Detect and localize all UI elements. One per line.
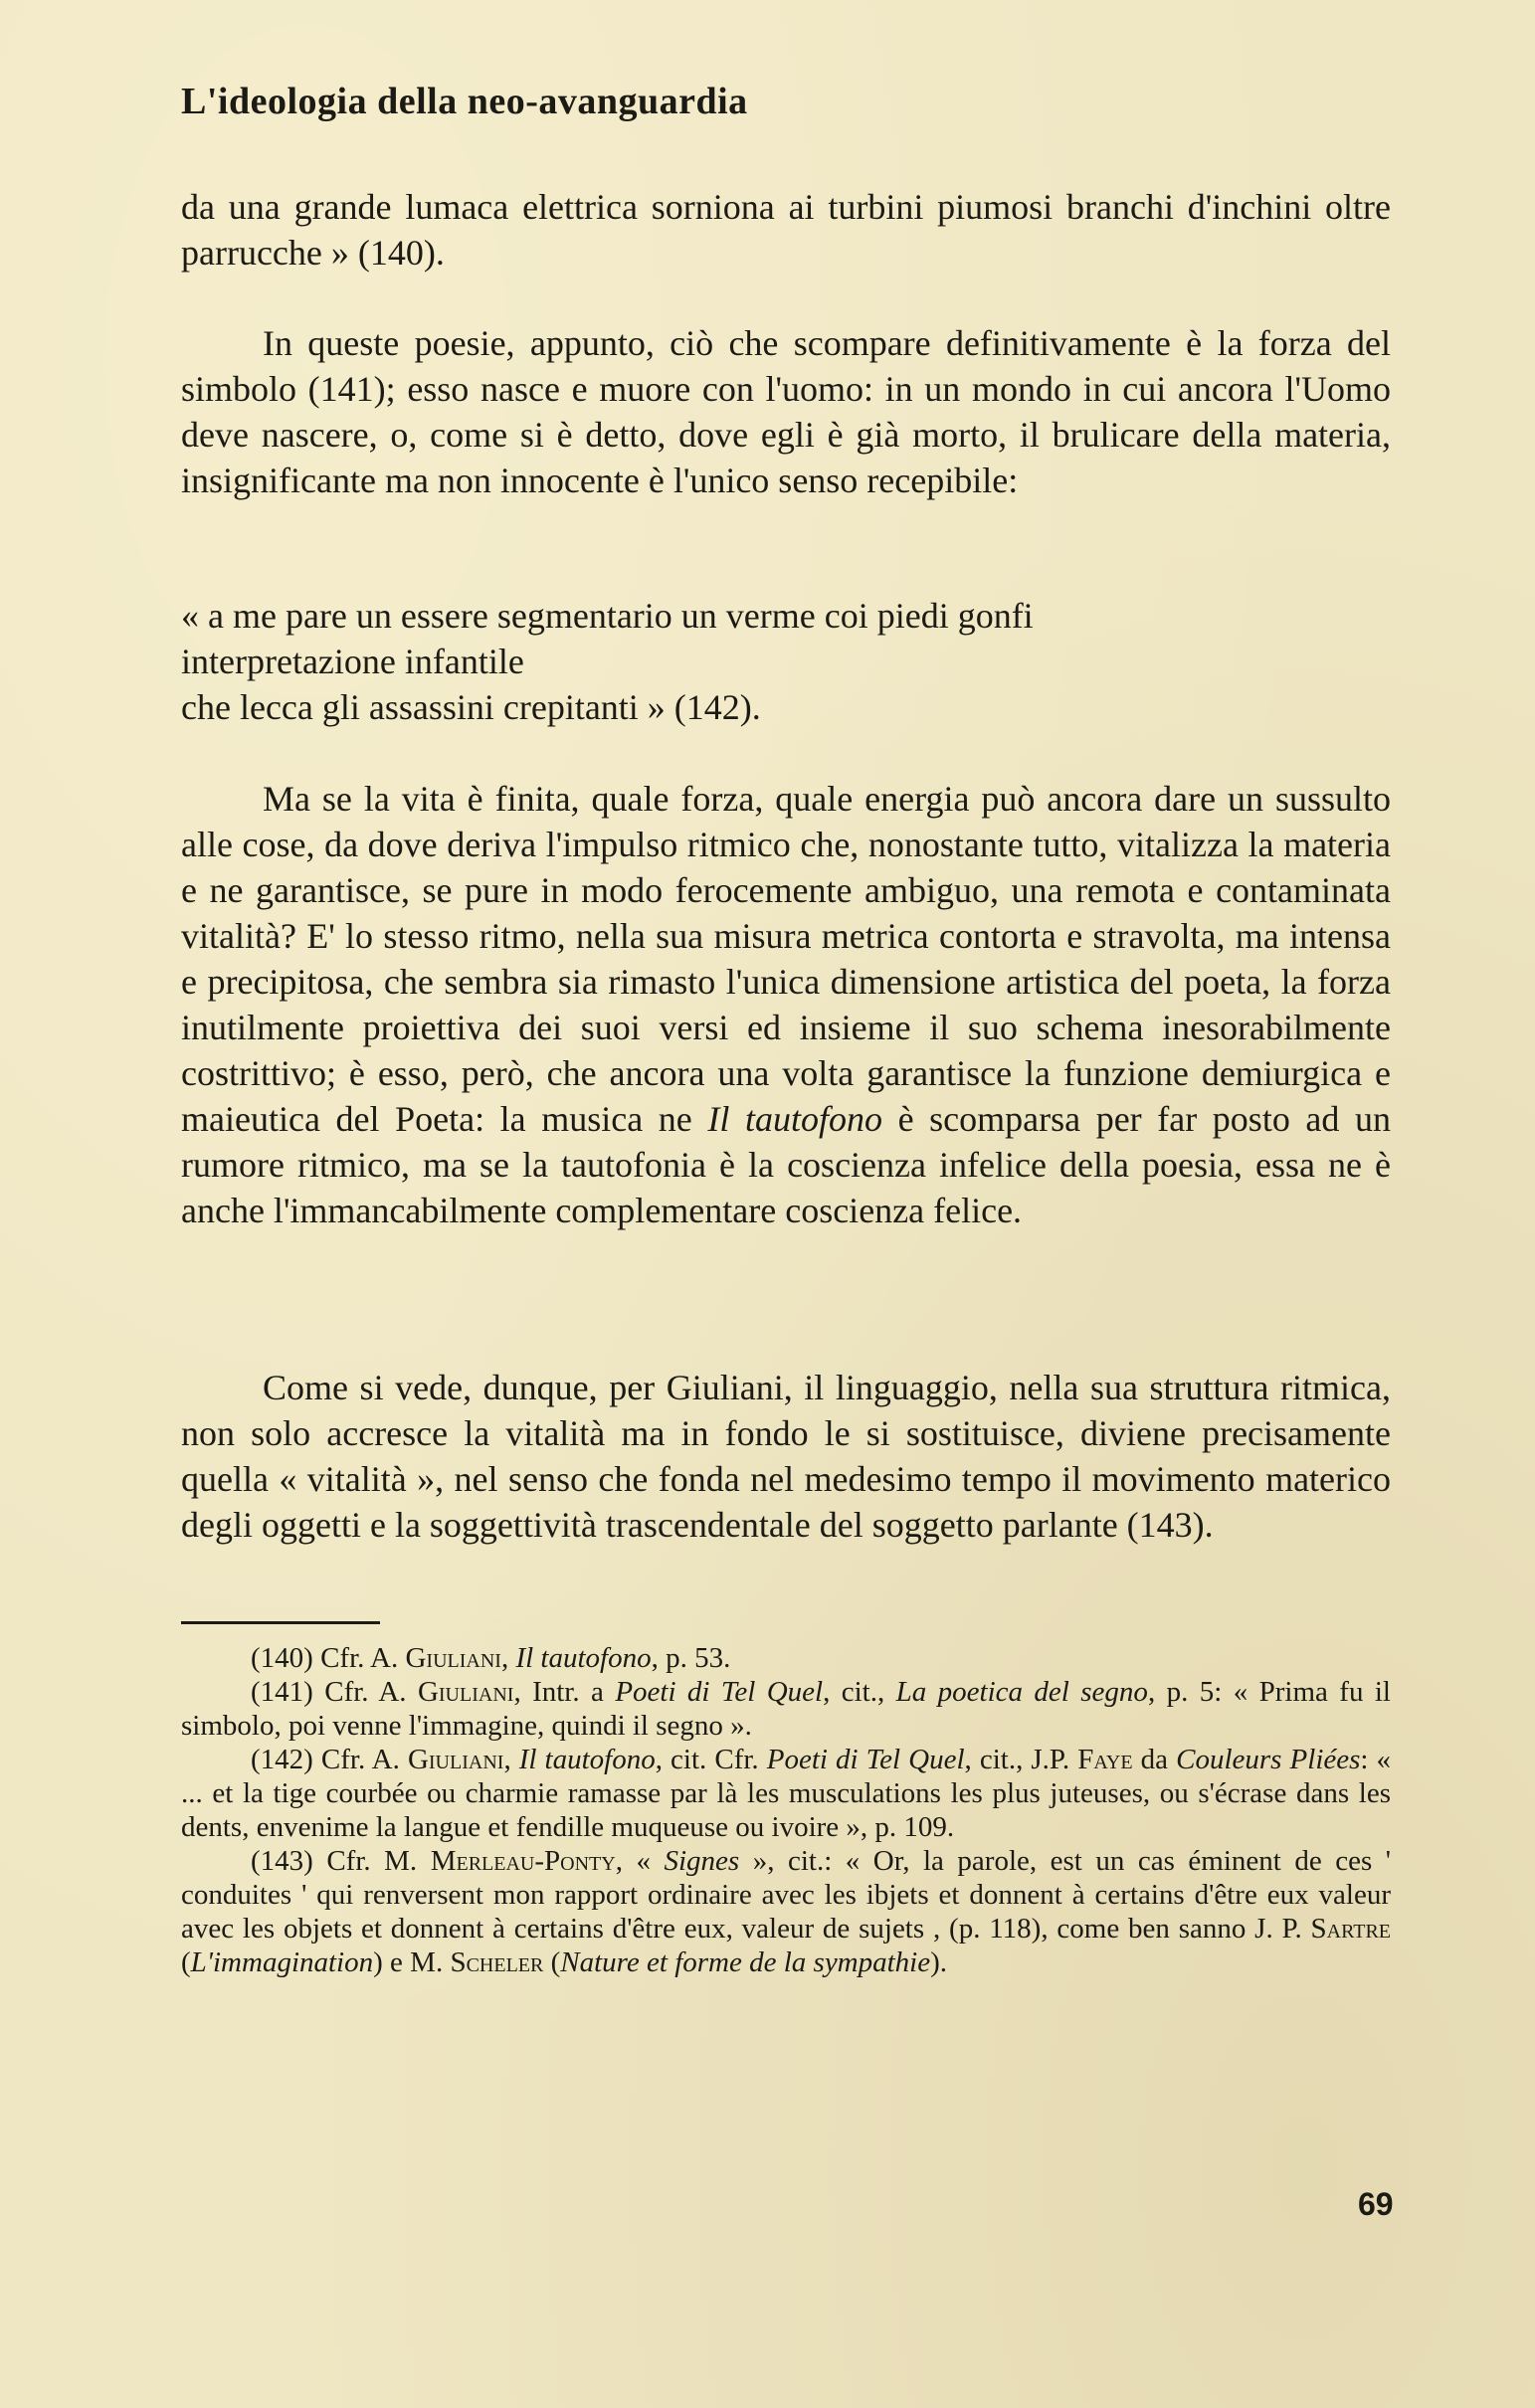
text-run: , Intr. a <box>513 1676 616 1708</box>
footnote-143 <box>181 1844 1391 1979</box>
footnote-142 <box>181 1743 1391 1844</box>
text-run: da <box>1132 1744 1177 1775</box>
italic-title: Il tautofono <box>707 1099 882 1139</box>
text-run: (140) Cfr. A. <box>251 1642 406 1674</box>
italic-title: Il tautofono <box>515 1642 652 1674</box>
italic-title: La poetica del segno <box>895 1676 1148 1708</box>
italic-title: Poeti di Tel Quel <box>615 1676 824 1708</box>
italic-title: Poeti di Tel Quel <box>766 1744 965 1775</box>
paragraph-text: da una grande lumaca elettrica sorniona ai turbini piumosi branchi d'inchini oltre parrucche » (140). <box>181 187 1391 273</box>
footnote-separator <box>181 1621 380 1624</box>
paragraph-linguaggio <box>181 1365 1391 1548</box>
paragraph-continuation <box>181 184 1391 276</box>
verse-line: che lecca gli assassini crepitanti » (142). <box>181 687 761 727</box>
text-run: Ma se la vita è finita, quale forza, quale energia può ancora dare un sussulto alle cose, da dove deriva l'impulso ritmico che, nonostante tutto, vitalizza la materia e ne garantisce, se pure in modo ferocemente ambiguo, una remota e contaminata vitalità? E' lo stesso ritmo, nella sua misura metrica contorta e stravolta, ma intensa e precipitosa, che sembra sia rimasto l'unica dimensione artistica del poeta, la forza inutilmente proiettiva dei suoi versi ed insieme il suo schema inesorabilmente costrittivo; è esso, però, che ancora una volta garantisce la funzione demiurgica e maieutica del Poeta: la musica ne <box>181 779 1391 1139</box>
text-run: (142) Cfr. A. <box>251 1744 408 1775</box>
text-run: : « ... et la tige courbée ou charmie ramasse par là les musculations les plus juteuses, ou s'écrase dans les dents, envenime la langue et fendille muqueuse ou ivoire », p. 109. <box>181 1744 1392 1843</box>
text-run: , cit. Cfr. <box>655 1744 767 1775</box>
text-run: (141) Cfr. A. <box>251 1676 418 1708</box>
italic-title: Signes <box>664 1845 740 1877</box>
text-run: , p. 5: « Prima fu il simbolo, poi venne l'immagine, quindi il segno ». <box>181 1676 1391 1742</box>
running-head: L'ideologia della neo-avanguardia <box>181 81 748 122</box>
author-name: Scheler <box>450 1946 544 1978</box>
text-run: , « <box>615 1845 665 1877</box>
text-run: , cit., <box>823 1676 896 1708</box>
text-run: ( <box>543 1946 561 1978</box>
paragraph-text <box>181 776 1391 1233</box>
author-name: Giuliani <box>405 1642 501 1674</box>
text-run: (143) Cfr. M. <box>251 1845 431 1877</box>
footnotes <box>181 1641 1391 1979</box>
footnote-140 <box>181 1641 1391 1675</box>
author-name: Merleau-Ponty <box>430 1845 616 1877</box>
paragraph-ritmo <box>181 776 1391 1233</box>
text-run: , <box>500 1642 516 1674</box>
italic-title: Nature et forme de la sympathie <box>560 1946 931 1978</box>
author-name: Giuliani <box>417 1676 514 1708</box>
page-number: 69 <box>1358 2186 1394 2222</box>
author-name: Faye <box>1077 1744 1133 1775</box>
author-name: Giuliani <box>407 1744 504 1775</box>
paragraph-text: Come si vede, dunque, per Giuliani, il linguaggio, nella sua struttura ritmica, non solo accresce la vitalità ma in fondo le si sostituisce, diviene precisamente quella « vitalità », nel senso che fonda nel medesimo tempo il movimento materico degli oggetti e la soggettività trascendentale del soggetto parlante (143). <box>181 1368 1391 1545</box>
verse-line: « a me pare un essere segmentario un verme coi piedi gonfi <box>181 596 1034 636</box>
text-run: ( <box>181 1946 191 1978</box>
italic-title: Couleurs Pliées <box>1176 1744 1361 1775</box>
text-run: ) e M. <box>373 1946 451 1978</box>
text-run: , <box>503 1744 519 1775</box>
author-name: Sartre <box>1310 1913 1391 1945</box>
paragraph-simbolo <box>181 320 1391 503</box>
text-run: , p. 53. <box>651 1642 731 1674</box>
italic-title: Il tautofono <box>518 1744 656 1775</box>
paragraph-text: In queste poesie, appunto, ciò che scompare definitivamente è la forza del simbolo (141); esso nasce e muore con l'uomo: in un mondo in cui ancora l'Uomo deve nascere, o, come si è detto, dove egli è già morto, il brulicare della materia, insignificante ma non innocente è l'unico senso recepibile: <box>181 323 1391 500</box>
footnote-141 <box>181 1675 1391 1743</box>
verse-line: interpretazione infantile <box>181 642 524 681</box>
text-run: è scomparsa per far posto ad un rumore ritmico, ma se la tautofonia è la coscienza infelice della poesia, essa ne è anche l'immancabilmente complementare coscienza felice. <box>181 1099 1391 1230</box>
italic-title: L'immagination <box>190 1946 374 1978</box>
verse-quotation <box>181 593 1391 730</box>
text-run: , cit., J.P. <box>964 1744 1078 1775</box>
text-run: ). <box>930 1946 948 1978</box>
text-run: », cit.: « Or, la parole, est un cas éminent de ces ' conduites ' qui renversent mon rapport ordinaire avec les ibjets et donnent à certains d'être eux valeur avec les objets et donnent à certains d'être eux, valeur de sujets , (p. 118), come ben sanno J. P. <box>181 1845 1392 1945</box>
